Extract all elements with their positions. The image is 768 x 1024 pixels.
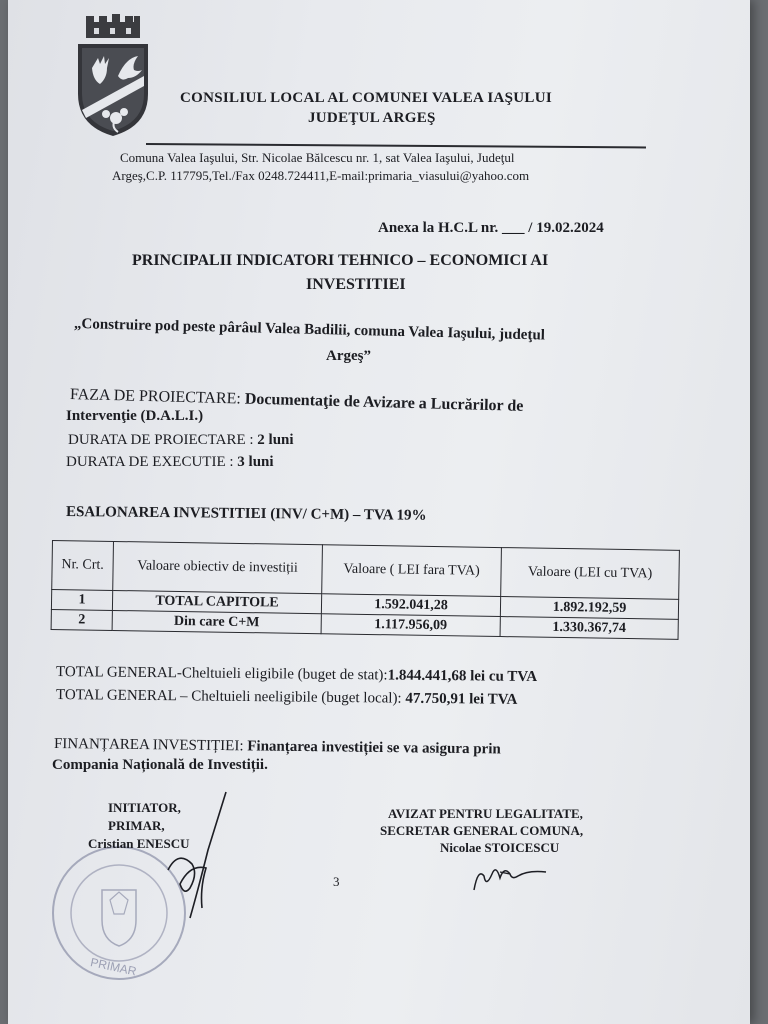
project-name-line-1: „Construire pod peste pârâul Valea Badilii, comuna Valea Iaşului, judeţul [73,316,546,344]
address-line-1: Comuna Valea Iaşului, Str. Nicolae Bălcescu nr. 1, sat Valea Iaşului, Judeţul [120,150,515,165]
table-header-nr: Nr. Crt. [52,541,114,591]
table-cell: 1.117.956,09 [321,614,500,637]
design-duration [68,432,294,449]
council-name: CONSILIUL LOCAL AL COMUNEI VALEA IAŞULUI [180,90,552,106]
header-divider [146,143,646,148]
total-ineligible-label: TOTAL GENERAL – Cheltuieli neeligibile (buget local): [55,687,406,707]
project-name-line-2: Argeş” [326,348,371,364]
table-cell: Din care C+M [112,610,321,633]
secretary-name: Nicolae STOICESCU [440,840,560,855]
phase-value: Documentaţie de Avizare a Lucrărilor de [244,390,524,415]
county-name: JUDEŢUL ARGEŞ [308,110,436,126]
investment-table [51,540,680,640]
total-eligible-value: 1.844.441,68 lei cu TVA [387,667,538,686]
total-eligible [56,664,537,686]
table-cell: 1.892.192,59 [500,597,678,620]
total-ineligible [56,687,518,709]
design-duration-value: 2 luni [257,432,294,448]
document-title-line-2: INVESTITIEI [306,276,406,293]
table-cell: 1 [51,590,112,611]
execution-duration-label: DURATA DE EXECUTIE : [66,454,234,470]
annex-reference: Anexa la H.C.L nr. ___ / 19.02.2024 [378,220,604,236]
total-ineligible-value: 47.750,91 lei TVA [405,690,518,708]
page-number: 3 [333,874,340,889]
stamp-text: PRIMAR [89,955,138,979]
financing-line [54,736,501,758]
coat-of-arms-icon [72,14,154,138]
mayor-signature-icon [138,790,248,930]
secretary-signature-icon [470,864,550,900]
document-title-line-1: PRINCIPALII INDICATORI TEHNICO – ECONOMICI AI [132,252,549,269]
execution-duration [66,454,274,471]
table-cell: 2 [51,609,112,630]
financing-value: Finanțarea investiției se va asigura prin [247,738,501,758]
mayor-name: Cristian ENESCU [88,836,190,851]
table-header-without-vat: Valoare ( LEI fara TVA) [322,545,502,597]
table-cell: 1.330.367,74 [500,617,678,640]
legality-label: AVIZAT PENTRU LEGALITATE, [388,806,583,821]
execution-duration-value: 3 luni [237,454,274,470]
mayor-label: PRIMAR, [108,818,165,833]
address-line-2: Argeş,C.P. 117795,Tel./Fax 0248.724411,E-mail:primaria_viasului@yahoo.com [112,168,530,183]
design-duration-label: DURATA DE PROIECTARE : [68,432,254,448]
phase-value-line-2: Intervenţie (D.A.L.I.) [66,408,204,424]
secretary-label: SECRETAR GENERAL COMUNA, [380,823,584,838]
table-header-objective: Valoare obiectiv de investiții [113,541,323,593]
financing-label: FINANȚAREA INVESTIȚIEI: [53,736,244,755]
table-header-with-vat: Valoare (LEI cu TVA) [501,548,680,600]
initiator-label: INITIATOR, [108,800,181,815]
investment-schedule-title: ESALONAREA INVESTITIEI (INV/ C+M) – TVA 19% [65,504,427,524]
document-page [8,0,750,1024]
table-cell: 1.592.041,28 [321,594,500,617]
financing-value-line-2: Compania Națională de Investiții. [52,757,268,773]
table-cell: TOTAL CAPITOLE [112,590,321,613]
total-eligible-label: TOTAL GENERAL-Cheltuieli eligibile (buget de stat): [55,664,388,684]
phase-label: FAZA DE PROIECTARE: [69,386,242,408]
